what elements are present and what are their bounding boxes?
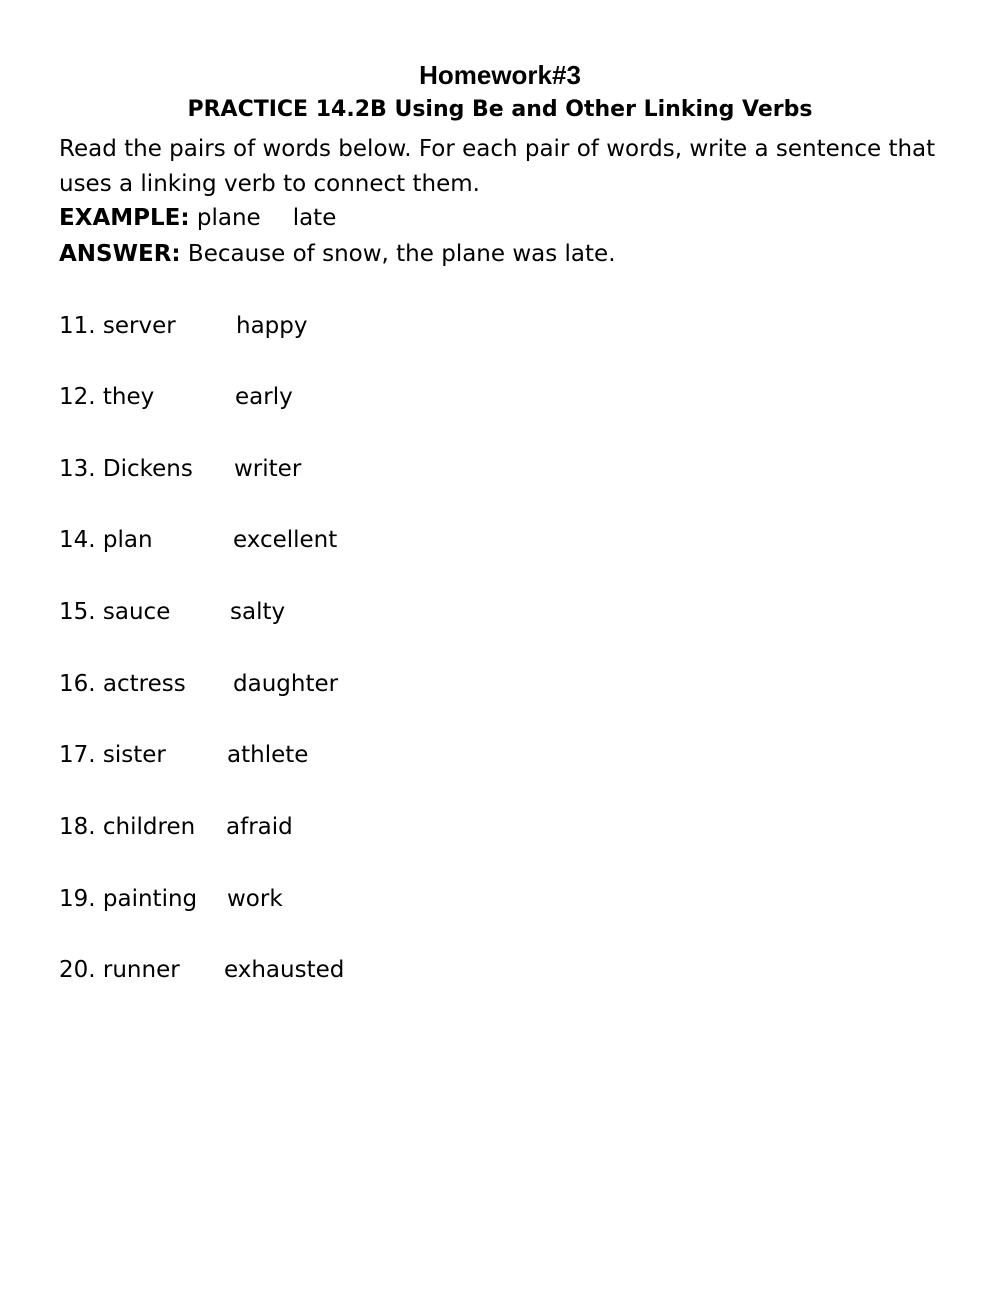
practice-subtitle: PRACTICE 14.2B Using Be and Other Linking Verbs bbox=[187, 97, 813, 122]
answer-line bbox=[59, 239, 959, 269]
item-word-1: 18. children bbox=[59, 814, 196, 840]
example-line bbox=[59, 203, 959, 233]
item-word-2: exhausted bbox=[224, 957, 345, 983]
item-word-1: 20. runner bbox=[59, 957, 180, 983]
item-word-2: excellent bbox=[233, 527, 338, 553]
item-word-2: athlete bbox=[227, 742, 309, 768]
item-word-2: happy bbox=[236, 313, 308, 339]
instructions-text: Read the pairs of words below. For each pair of words, write a sentence that uses a linking verb to connect them. bbox=[59, 136, 936, 197]
item-word-2: early bbox=[235, 384, 293, 410]
answer-text: Because of snow, the plane was late. bbox=[187, 241, 616, 267]
item-word-1: 13. Dickens bbox=[59, 456, 193, 482]
item-word-1: 17. sister bbox=[59, 742, 166, 768]
item-word-2: work bbox=[227, 886, 283, 912]
item-word-1: 19. painting bbox=[59, 886, 198, 912]
answer-label: ANSWER: bbox=[59, 241, 181, 267]
item-word-2: writer bbox=[234, 456, 302, 482]
item-word-2: daughter bbox=[233, 671, 339, 697]
item-word-2: salty bbox=[230, 599, 286, 625]
example-word-1: plane bbox=[196, 205, 261, 231]
item-word-1: 14. plan bbox=[59, 527, 153, 553]
item-word-2: afraid bbox=[226, 814, 293, 840]
page-title: Homework#3 bbox=[419, 60, 581, 90]
item-word-1: 11. server bbox=[59, 313, 176, 339]
item-word-1: 15. sauce bbox=[59, 599, 171, 625]
item-word-1: 12. they bbox=[59, 384, 155, 410]
item-word-1: 16. actress bbox=[59, 671, 186, 697]
example-word-2: late bbox=[292, 205, 337, 231]
example-label: EXAMPLE: bbox=[59, 205, 190, 231]
